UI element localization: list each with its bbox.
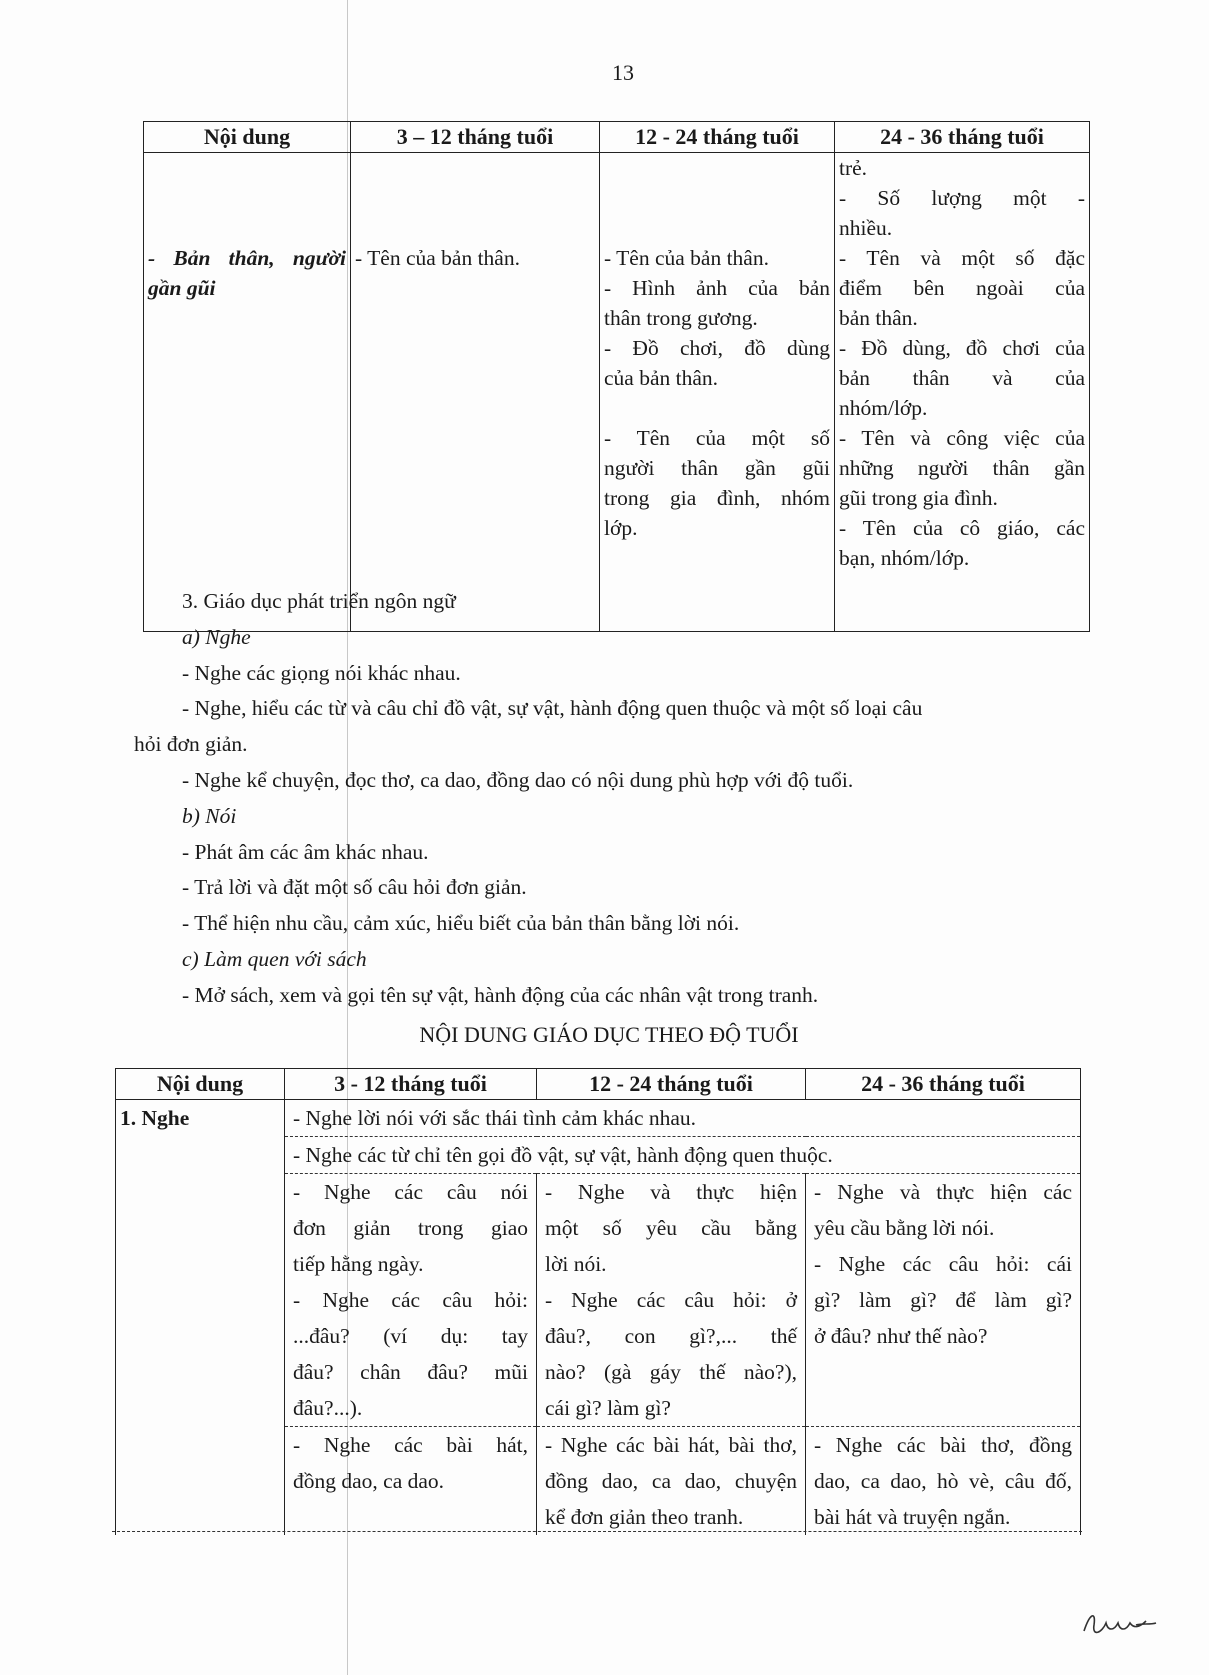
cell-line: - Nghe các câu hỏi:	[293, 1288, 528, 1312]
section-line: a) Nghe	[182, 624, 251, 649]
cell-line: - Tên của cô giáo, các	[839, 516, 1085, 540]
cell-line: tiếp hằng ngày.	[293, 1252, 424, 1276]
cell-line: - Số lượng một -	[839, 186, 1085, 210]
cell-line: bản thân.	[839, 306, 918, 330]
cell-line: gì? làm gì? để làm gì?	[814, 1288, 1072, 1312]
cell-line: gần gũi	[148, 276, 216, 300]
cell-line: - Đồ chơi, đồ dùng	[604, 336, 830, 360]
cell-line: - Nghe và thực hiện	[545, 1180, 797, 1204]
header-cell: 24 - 36 tháng tuổi	[835, 122, 1090, 153]
cell-line: đâu? chân đâu? mũi	[293, 1360, 528, 1384]
cell-line: gũi trong gia đình.	[839, 486, 998, 510]
cell-24-36	[806, 1174, 1081, 1427]
section-line: hỏi đơn giản.	[134, 732, 248, 757]
section-line: - Trả lời và đặt một số câu hỏi đơn giản.	[182, 875, 527, 900]
cell-line: đâu?...).	[293, 1396, 363, 1420]
cell-line: - Tên của bản thân.	[355, 246, 520, 270]
header-cell: Nội dung	[144, 122, 351, 153]
cell-line: - Nghe các câu hỏi: cái	[814, 1252, 1072, 1276]
cell-line: nhiều.	[839, 216, 893, 240]
section-line: - Phát âm các âm khác nhau.	[182, 839, 429, 864]
cell-line: của bản thân.	[604, 366, 719, 390]
cell-line: ở đâu? như thế nào?	[814, 1324, 988, 1348]
table-title: NỘI DUNG GIÁO DỤC THEO ĐỘ TUỔI	[419, 1022, 799, 1047]
content-table-language	[115, 1068, 1081, 1535]
cell-line: đồng dao, ca dao, chuyện	[545, 1469, 797, 1493]
section-line: - Nghe các giọng nói khác nhau.	[182, 660, 461, 685]
cell-line: đồng dao, ca dao.	[293, 1469, 445, 1493]
cell-line	[604, 393, 830, 423]
cell-3-12	[351, 153, 600, 632]
cell-line: - Tên của một số	[604, 426, 830, 450]
cell-line: - Nghe các bài thơ, đồng	[814, 1433, 1072, 1457]
cell-line: lời nói.	[545, 1252, 607, 1276]
section-line: b) Nói	[182, 803, 237, 828]
span-row: - Nghe lời nói với sắc thái tình cảm khác nhau.	[285, 1100, 1081, 1137]
section-line: - Mở sách, xem và gọi tên sự vật, hành động của các nhân vật trong tranh.	[182, 982, 819, 1007]
cell-12-24	[600, 153, 835, 632]
table-header-row	[144, 122, 1090, 153]
cell-3-12	[285, 1174, 537, 1427]
header-cell: 12 - 24 tháng tuổi	[600, 122, 835, 153]
cell-12-24	[537, 1427, 806, 1536]
cell-line: - Bản thân, người	[148, 246, 346, 270]
cell-line: trong gia đình, nhóm	[604, 486, 830, 510]
cell-line: điểm bên ngoài của	[839, 276, 1085, 300]
cell-line: - Nghe các bài hát,	[293, 1433, 528, 1457]
cell-line: thân trong gương.	[604, 306, 758, 330]
cell-line: - Nghe các câu nói	[293, 1180, 528, 1204]
cell-line: - Tên và công việc của	[839, 426, 1085, 450]
section-line: c) Làm quen với sách	[182, 947, 367, 971]
cell-line: - Nghe các câu hỏi: ở	[545, 1288, 797, 1312]
topic-cell: 1. Nghe	[116, 1100, 285, 1536]
cell-24-36	[806, 1427, 1081, 1536]
cell-line: - Hình ảnh của bản	[604, 276, 830, 300]
table-row	[144, 153, 1090, 632]
cell-line: bài hát và truyện ngắn.	[814, 1505, 1011, 1529]
cell-line: đâu?, con gì?,... thế	[545, 1324, 797, 1348]
signature-mark	[1080, 1603, 1160, 1643]
cell-line: yêu cầu bằng lời nói.	[814, 1216, 995, 1240]
cell-12-24	[537, 1174, 806, 1427]
header-cell: 24 - 36 tháng tuổi	[806, 1069, 1081, 1100]
page-number: 13	[612, 60, 634, 85]
header-cell: 3 – 12 tháng tuổi	[351, 122, 600, 153]
section-line: 3. Giáo dục phát triển ngôn ngữ	[182, 589, 456, 613]
header-cell: 3 - 12 tháng tuổi	[285, 1069, 537, 1100]
cell-line: một số yêu cầu bằng	[545, 1216, 797, 1240]
cell-3-12	[285, 1427, 537, 1536]
span-row: - Nghe các từ chỉ tên gọi đồ vật, sự vật, hành động quen thuộc.	[285, 1137, 1081, 1174]
cell-line: nào? (gà gáy thế nào?),	[545, 1360, 797, 1384]
cell-line: - Đồ dùng, đồ chơi của	[839, 336, 1085, 360]
cell-line: ...đâu? (ví dụ: tay	[293, 1324, 528, 1348]
cell-line: kể đơn giản theo tranh.	[545, 1505, 744, 1529]
cell-24-36	[835, 153, 1090, 632]
cell-line: - Tên và một số đặc	[839, 246, 1085, 270]
cell-line: - Nghe và thực hiện các	[814, 1180, 1072, 1204]
section-line: - Nghe, hiểu các từ và câu chỉ đồ vật, sự vật, hành động quen thuộc và một số loại câu	[182, 696, 923, 721]
bottom-dashed-rule	[112, 1531, 1082, 1532]
table-row	[116, 1100, 1081, 1137]
cell-line: dao, ca dao, hò vè, câu đố,	[814, 1469, 1072, 1493]
cell-line: những người thân gần	[839, 456, 1085, 480]
cell-line: nhóm/lớp.	[839, 396, 928, 420]
section-line: - Thể hiện nhu cầu, cảm xúc, hiểu biết của bản thân bằng lời nói.	[182, 911, 740, 936]
section-line: - Nghe kể chuyện, đọc thơ, ca dao, đồng dao có nội dung phù hợp với độ tuổi.	[182, 768, 854, 792]
cell-line: người thân gần gũi	[604, 456, 830, 480]
topic-cell	[144, 153, 351, 632]
cell-line: bạn, nhóm/lớp.	[839, 546, 970, 570]
cell-line: bản thân và của	[839, 366, 1085, 390]
cell-line: cái gì? làm gì?	[545, 1396, 671, 1420]
cell-line: - Tên của bản thân.	[604, 246, 769, 270]
cell-line: lớp.	[604, 516, 638, 540]
cell-line: trẻ.	[839, 156, 868, 180]
table-header-row	[116, 1069, 1081, 1100]
header-cell: Nội dung	[116, 1069, 285, 1100]
content-table-self	[143, 121, 1090, 632]
cell-line: - Nghe các bài hát, bài thơ,	[545, 1433, 797, 1457]
header-cell: 12 - 24 tháng tuổi	[537, 1069, 806, 1100]
cell-line: đơn giản trong giao	[293, 1216, 528, 1240]
